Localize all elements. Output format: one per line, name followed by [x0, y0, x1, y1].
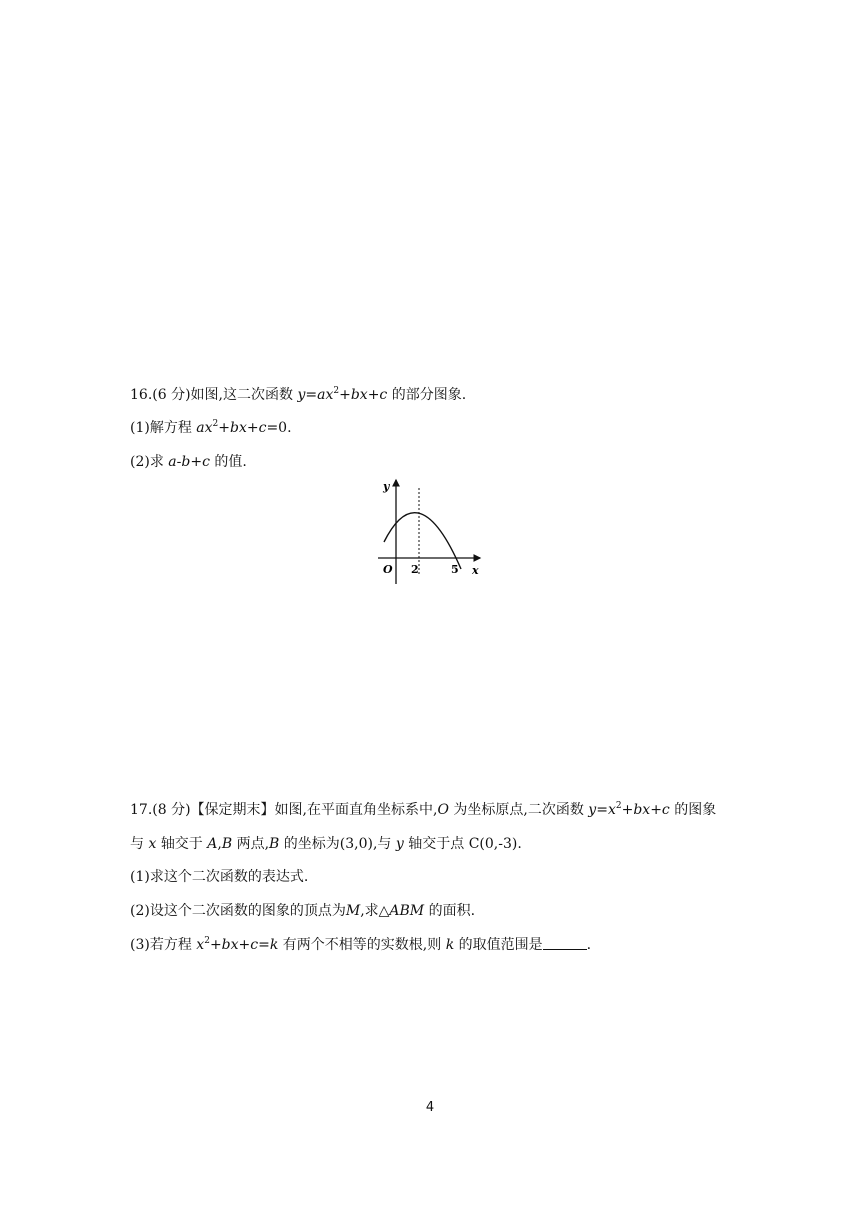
q17-part-3: (3)若方程 $x^2+bx+c=k$ 有两个不相等的实数根,则 k 的取值范围是 .: [130, 936, 592, 953]
q16-tail: 的部分图象.: [391, 387, 467, 403]
q17-part-1: (1)求这个二次函数的表达式.: [130, 869, 309, 885]
q17-part-2: (2)设这个二次函数的图象的顶点为M,求△ABM 的面积.: [130, 903, 476, 919]
q16-part-2: (2)求 a-b+c 的值.: [130, 454, 247, 470]
q16-part-1: (1)解方程 $ax^2+bx+c=0$.: [130, 419, 292, 436]
tick-label-2: 2: [411, 563, 419, 576]
answer-blank[interactable]: [543, 937, 587, 950]
q17-function: y: [588, 802, 597, 818]
page-number: 4: [425, 1100, 435, 1115]
q16-function: y: [297, 387, 306, 403]
q16-expression: a: [168, 454, 177, 470]
q16-head: 16.(6 分)如图,这二次函数: [130, 387, 293, 403]
q16-equation: $ax^2+bx+c=0$.: [196, 419, 292, 436]
tick-label-5: 5: [451, 563, 459, 576]
q17-stem-line-2: 与 x 轴交于 A,B 两点,B 的坐标为(3,0),与 y 轴交于点 C(0,-3).: [130, 836, 522, 852]
x-label: x: [472, 564, 479, 577]
q16-stem: 16.(6 分)如图,这二次函数 $y=ax^2+bx+c$ 的部分图象.: [130, 386, 467, 403]
y-label: y: [383, 480, 390, 493]
origin-label: O: [383, 563, 393, 576]
parabola-figure: [370, 474, 490, 589]
q17-stem-line-1: 17.(8 分)【保定期末】如图,在平面直角坐标系中,O 为坐标原点,二次函数 $y=x^2+bx+c$ 的图象: [130, 801, 717, 818]
